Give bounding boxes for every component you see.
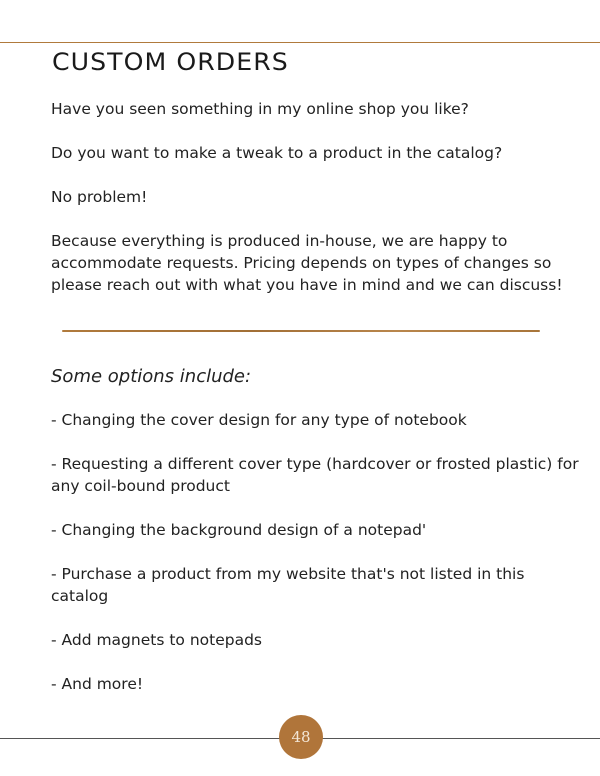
section-divider xyxy=(62,330,540,332)
option-item: - Add magnets to notepads xyxy=(51,631,262,649)
options-section xyxy=(51,365,581,717)
intro-paragraph: Have you seen something in my online shop you like? xyxy=(51,100,469,118)
page-number: 48 xyxy=(291,728,311,746)
option-item: - Purchase a product from my website that's not listed in this catalog xyxy=(51,565,525,605)
intro-paragraph: Because everything is produced in-house, we are happy to accommodate requests. Pricing depends on types of changes so please reach out with what you have in mind and we can discuss! xyxy=(51,232,563,294)
options-heading: Some options include: xyxy=(51,366,252,387)
intro-paragraph: Do you want to make a tweak to a product in the catalog? xyxy=(51,144,503,162)
option-item: - Requesting a different cover type (hardcover or frosted plastic) for any coil-bound product xyxy=(51,455,579,495)
option-item: - Changing the background design of a notepad' xyxy=(51,521,427,539)
option-item: - And more! xyxy=(51,675,144,693)
intro-paragraph: No problem! xyxy=(51,188,148,206)
page-number-badge xyxy=(279,715,323,759)
page-title: CUSTOM ORDERS xyxy=(52,48,289,76)
intro-section xyxy=(51,98,571,318)
options-list xyxy=(51,409,581,695)
option-item: - Changing the cover design for any type of notebook xyxy=(51,411,467,429)
top-rule xyxy=(0,42,600,43)
